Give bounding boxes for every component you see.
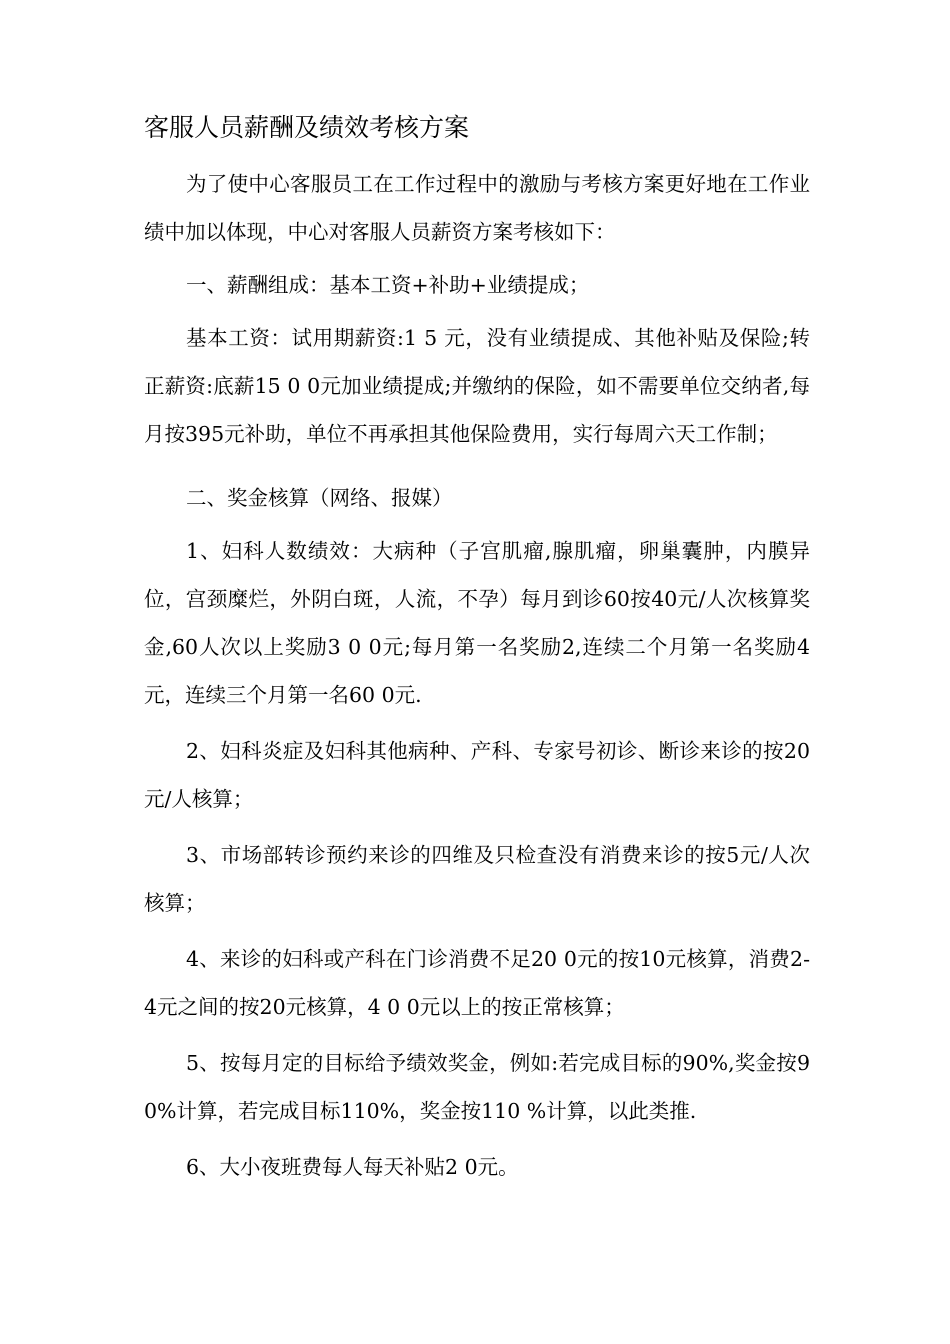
section-salary-composition: 一、薪酬组成：基本工资+补助+业绩提成； [186,273,590,297]
bonus-item-6: 6、大小夜班费每人每天补贴2 0元。 [186,1155,519,1179]
basic-salary-paragraph: 基本工资：试用期薪资:1 5 元，没有业绩提成、其他补贴及保险;转正薪资:底薪15 0 0元加业绩提成;并缴纳的保险，如不需要单位交纳者,每月按395元补助，单位不再承担其他保险费用，实行每周六天工作制； [144,326,810,446]
bonus-item-3: 3、市场部转诊预约来诊的四维及只检查没有消费来诊的按5元/人次核算； [144,843,810,915]
bonus-item-2: 2、妇科炎症及妇科其他病种、产科、专家号初诊、断诊来诊的按20元/人核算； [144,739,810,811]
bonus-item-5: 5、按每月定的目标给予绩效奖金，例如:若完成目标的90%,奖金按9 0%计算，若完成目标110%，奖金按110 %计算，以此类推. [144,1051,810,1123]
document-body [144,160,810,1191]
section-bonus-calculation: 二、奖金核算（网络、报媒） [186,486,453,510]
document-title: 客服人员薪酬及绩效考核方案 [144,113,470,142]
intro-paragraph: 为了使中心客服员工在工作过程中的激励与考核方案更好地在工作业绩中加以体现，中心对客服人员薪资方案考核如下： [144,172,810,244]
bonus-item-1: 1、妇科人数绩效：大病种（子宫肌瘤,腺肌瘤，卵巢囊肿，内膜异位，宫颈糜烂，外阴白斑，人流，不孕）每月到诊60按40元/人次核算奖金,60人次以上奖励3 0 0元;每月第一名奖励2,连续二个月第一名奖励4元，连续三个月第一名60 0元. [144,539,810,707]
bonus-item-4: 4、来诊的妇科或产科在门诊消费不足20 0元的按10元核算，消费2-4元之间的按20元核算，4 0 0元以上的按正常核算； [144,947,810,1019]
